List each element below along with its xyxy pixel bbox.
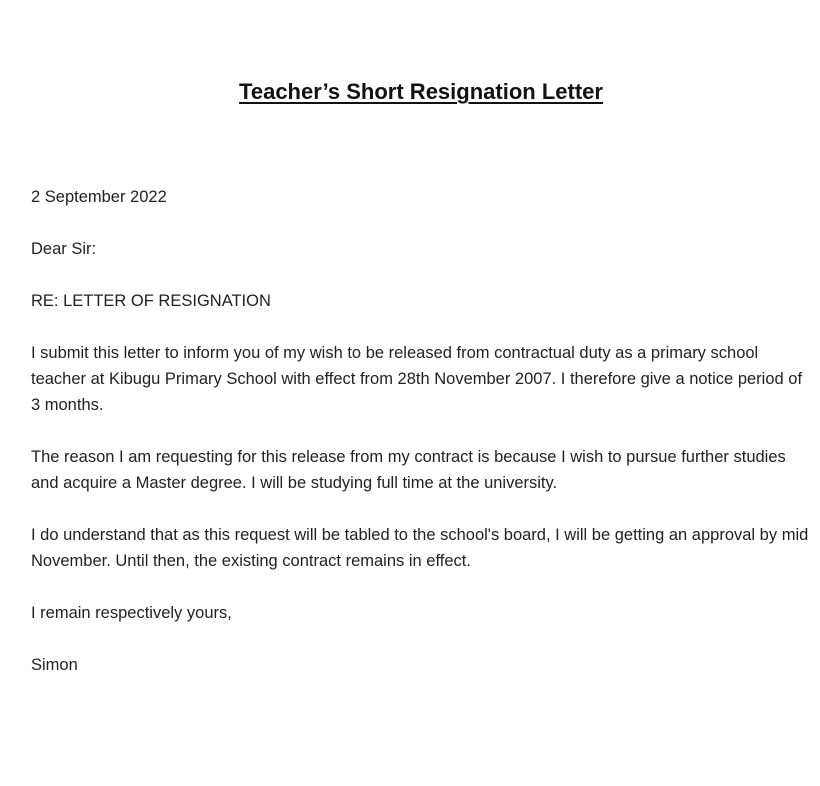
letter-salutation: Dear Sir: (31, 240, 97, 258)
letter-date: 2 September 2022 (31, 188, 167, 206)
page-title: Teacher’s Short Resignation Letter (239, 79, 603, 104)
letter-body (31, 184, 811, 704)
letter-closing: I remain respectively yours, (31, 604, 232, 622)
letter-signature: Simon (31, 656, 78, 674)
letter-paragraph-1: I submit this letter to inform you of my wish to be released from contractual duty as a primary school teacher at Kibugu Primary School with effect from 28th November 2007. I therefore give a notice period of 3 months. (31, 344, 803, 414)
letter-subject: RE: LETTER OF RESIGNATION (31, 292, 271, 310)
letter-paragraph-2: The reason I am requesting for this release from my contract is because I wish to pursue further studies and acquire a Master degree. I will be studying full time at the university. (31, 448, 786, 492)
letter-paragraph-3: I do understand that as this request will be tabled to the school's board, I will be getting an approval by mid November. Until then, the existing contract remains in effect. (31, 526, 809, 570)
